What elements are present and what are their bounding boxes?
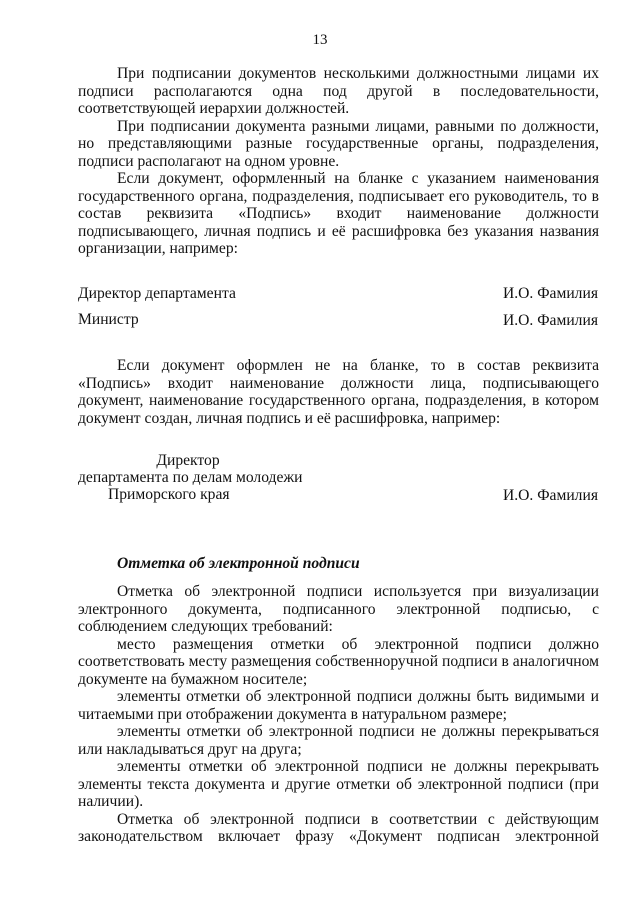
paragraph: элементы отметки об электронной подписи не должны перекрывать элементы текста документа и другие отметки об электронной подписи (при наличии).: [78, 758, 599, 810]
paragraph: Если документ оформлен не на бланке, то в состав реквизита «Подпись» входит наименование должности лица, подписывающего документ, наименование государственного органа, подразделения, в котором документ создан, личная подпись и её расшифровка, например:: [78, 357, 599, 427]
signature-name: И.О. Фамилия: [503, 312, 598, 329]
signature-position: Министр: [78, 311, 139, 328]
paragraph: место размещения отметки об электронной подписи должно соответствовать месту размещения собственноручной подписи в аналогичном документе на бумажном носителе;: [78, 635, 599, 688]
non-blank-paragraph-block: [78, 357, 599, 427]
section-heading: Отметка об электронной подписи: [117, 555, 360, 572]
page-number: 13: [312, 32, 328, 48]
paragraph: элементы отметки об электронной подписи не должны перекрываться или накладываться друг на друга;: [78, 723, 599, 758]
paragraph: Отметка об электронной подписи используется при визуализации электронного документа, подписанного электронной подписью, с соблюдением следующих требований:: [78, 583, 599, 635]
signature-position-line: департамента по делам молодежи: [78, 469, 303, 486]
signature-position-line: Приморского края: [108, 486, 230, 503]
paragraph: элементы отметки об электронной подписи должны быть видимыми и читаемыми при отображении документа в натуральном размере;: [78, 688, 599, 723]
paragraph: Если документ, оформленный на бланке с указанием наименования государственного органа, подразделения, подписывает его руководитель, то в состав реквизита «Подпись» входит наименование должности подписывающего, личная подпись и её расшифровка без указания названия организации, например:: [78, 170, 599, 257]
signature-position: Директор департамента: [78, 285, 236, 302]
paragraph: Отметка об электронной подписи в соответствии с действующим законодательством включает фразу «Документ подписан электронной: [78, 810, 599, 845]
intro-paragraphs: [78, 65, 599, 258]
paragraph: При подписании документа разными лицами, равными по должности, но представляющими разные государственные органы, подразделения, подписи располагают на одном уровне.: [78, 117, 599, 170]
paragraph: При подписании документов несколькими должностными лицами их подписи располагаются одна под другой в последовательности, соответствующей иерархии должностей.: [78, 65, 599, 117]
signature-name: И.О. Фамилия: [503, 487, 598, 504]
signature-name: И.О. Фамилия: [503, 285, 598, 302]
section-paragraphs: [78, 583, 599, 846]
signature-position-line: Директор: [156, 452, 220, 469]
